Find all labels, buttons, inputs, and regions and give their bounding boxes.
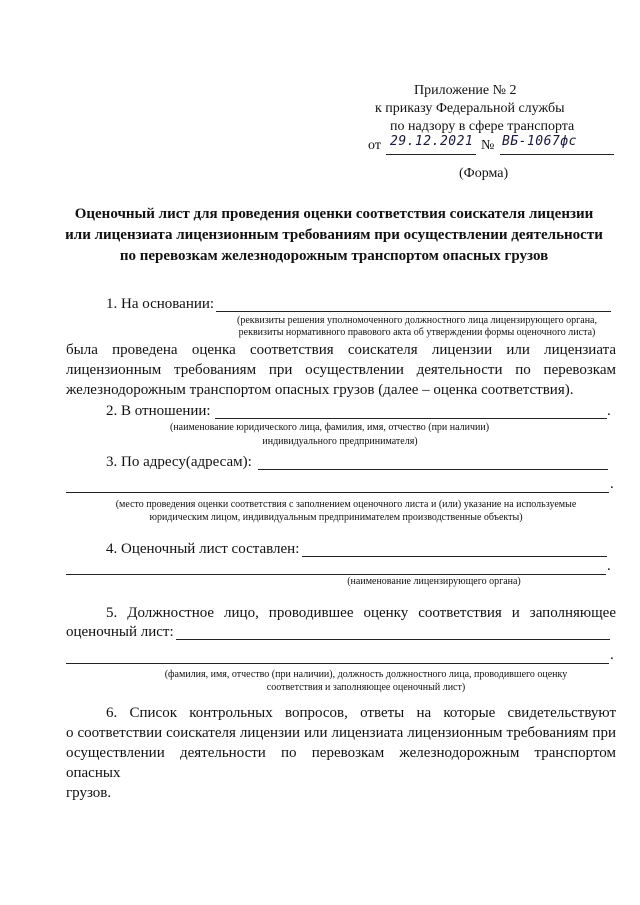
section-3-field-2[interactable]	[66, 492, 609, 493]
title-line-2: или лицензиата лицензионным требованиям при осуществлении деятельности	[65, 227, 603, 243]
section-5-line-1	[106, 603, 616, 623]
section-2-field[interactable]	[215, 418, 607, 419]
section-5-period: .	[610, 647, 614, 663]
section-4-period: .	[607, 558, 611, 574]
section-1-body-line-1: была проведена оценка соответствия соискателя лицензии или лицензиата	[66, 342, 616, 358]
section-4-label: 4. Оценочный лист составлен:	[106, 541, 300, 557]
section-5-body-line-1: 5. Должностное лицо, проводившее оценку соответствия и заполняющее	[106, 605, 616, 621]
section-4-field-1[interactable]	[302, 556, 607, 557]
section-3-hint-2: юридическим лицом, индивидуальным предпринимателем производственные объекты)	[149, 512, 523, 523]
section-1-hint-2: реквизиты нормативного правового акта об утверждении формы оценочного листа)	[238, 327, 596, 338]
section-2-hint-1: (наименование юридического лица, фамилия, имя, отчество (при наличии)	[170, 422, 490, 433]
date-underline	[386, 154, 476, 155]
appendix-label: Приложение № 2	[414, 83, 517, 98]
number-prefix: №	[481, 138, 495, 153]
form-label: (Форма)	[459, 166, 509, 181]
document-title	[60, 204, 608, 267]
section-6-body-line-1: 6. Список контрольных вопросов, ответы на которые свидетельствуют	[106, 705, 616, 721]
section-1-body-line-2: лицензионным требованиям при осуществлении деятельности по перевозкам	[66, 362, 616, 378]
section-6-body	[66, 723, 616, 803]
title-line-3: по перевозкам железнодорожным транспортом опасных грузов	[119, 248, 549, 264]
date-prefix: от	[368, 138, 381, 153]
handwritten-number: ВБ-1067фс	[502, 134, 577, 149]
section-3-label: 3. По адресу(адресам):	[106, 454, 252, 470]
section-1-label: 1. На основании:	[106, 296, 215, 312]
section-1-body-line-3: железнодорожным транспортом опасных грузов (далее – оценка соответствия).	[66, 382, 574, 398]
section-6-body-line-2: о соответствии соискателя лицензии или лицензиата лицензионным требованиям при	[66, 725, 616, 741]
section-2-label: 2. В отношении:	[106, 403, 211, 419]
section-6-line-1	[106, 703, 616, 723]
section-5-field-1[interactable]	[176, 639, 610, 640]
section-1-body	[66, 340, 616, 400]
section-5-field-2[interactable]	[66, 663, 609, 664]
section-3-field-1[interactable]	[258, 469, 608, 470]
section-2-period: .	[607, 403, 611, 419]
section-6-body-line-4: грузов.	[66, 785, 112, 801]
order-line: к приказу Федеральной службы	[375, 101, 565, 116]
section-6-body-line-3: осуществлении деятельности по перевозкам железнодорожным транспортом опасных	[66, 745, 616, 781]
section-2-hint-2: индивидуального предпринимателя)	[262, 436, 418, 447]
number-underline	[500, 154, 614, 155]
supervision-line: по надзору в сфере транспорта	[390, 119, 575, 134]
handwritten-date: 29.12.2021	[390, 134, 474, 149]
section-3-period: .	[610, 476, 614, 492]
section-4-hint-1: (наименование лицензирующего органа)	[347, 576, 521, 587]
section-5-label: оценочный лист:	[66, 624, 174, 640]
section-1-hint-1: (реквизиты решения уполномоченного должностного лица лицензирующего органа,	[237, 315, 597, 326]
section-5-hint-2: соответствия и заполняющее оценочный лист)	[266, 682, 466, 693]
section-3-hint-1: (место проведения оценки соответствия с заполнением оценочного листа и (или) указание на используемые	[115, 499, 577, 510]
section-5-hint-1: (фамилия, имя, отчество (при наличии), должность должностного лица, проводившего оценку	[164, 669, 568, 680]
title-line-1: Оценочный лист для проведения оценки соответствия соискателя лицензии	[74, 206, 594, 222]
section-1-field[interactable]	[216, 311, 611, 312]
